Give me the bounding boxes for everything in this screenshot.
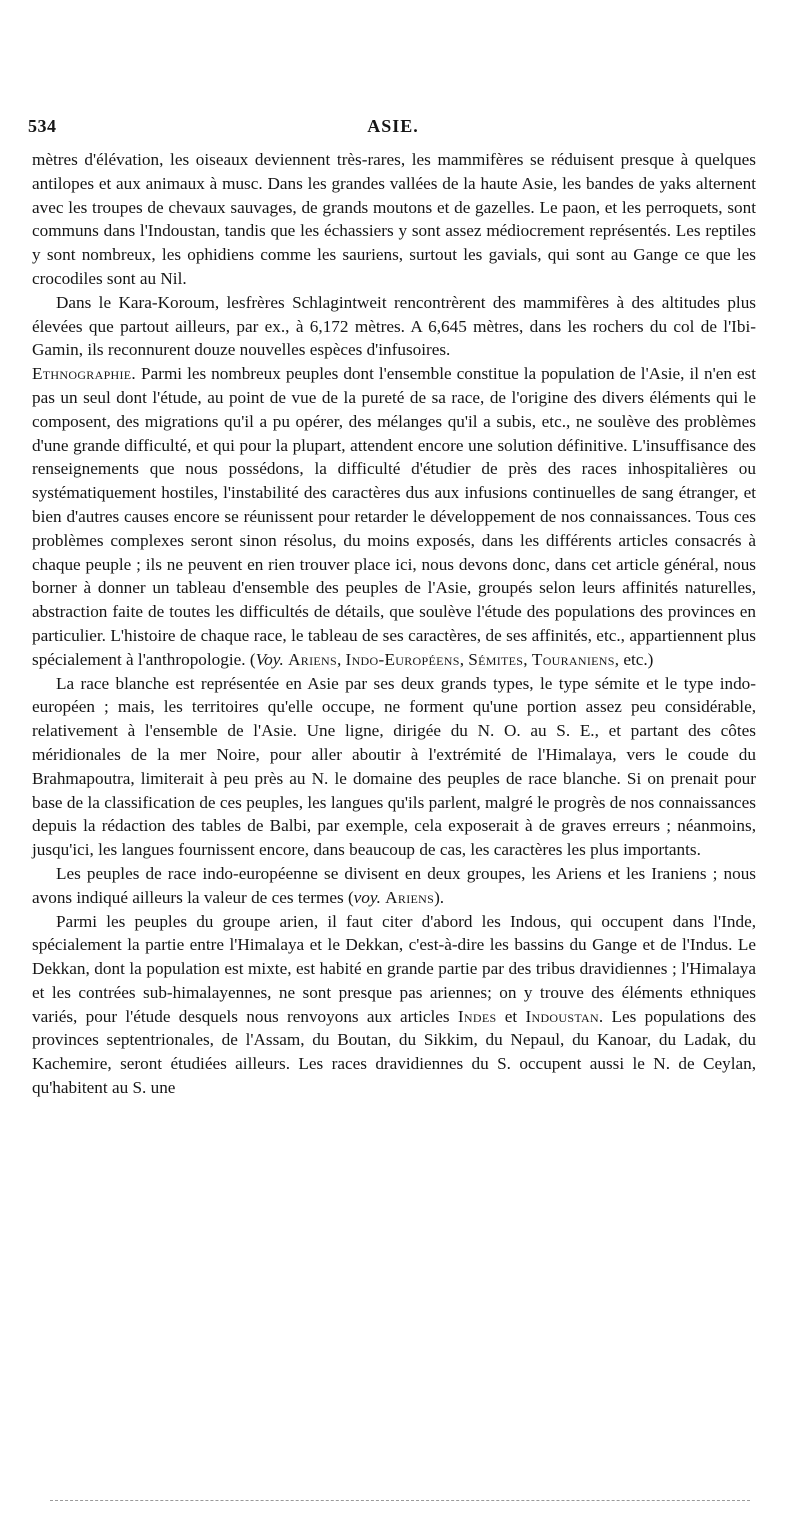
- paragraph-ethnographie: [32, 362, 756, 671]
- cross-ref-indes: Indes: [457, 1006, 497, 1026]
- conjunction: et: [496, 1006, 526, 1026]
- running-head: ASIE.: [367, 116, 419, 136]
- paragraph-groupe-arien: [32, 910, 756, 1100]
- separator: ,: [459, 649, 464, 669]
- paragraph-race-blanche: La race blanche est représentée en Asie par ses deux grands types, le type sémite et le type indo-européen ; mais, les territoires qu'elle occupe, ne forment qu'une portion assez peu considérable, relativement à l'ensemble de l'Asie. Une ligne, dirigée du N. O. au S. E., et partant des côtes méridionales de la mer Noire, pour aller aboutir à l'extrémité de l'Himalaya, vers le coude du Brahmapoutra, limiterait à peu près au N. le domaine des peuples de race blanche. Si on prenait pour base de la classification de ces peuples, les langues qu'ils parlent, malgré le progrès de nos connaissances depuis la rédaction des tables de Balbi, par exemple, cela exposerait à de graves erreurs ; néanmoins, jusqu'ici, les langues fournissent encore, dans beaucoup de cas, les caractères les plus importants.: [32, 673, 756, 860]
- ethnographie-tail: , etc.): [614, 649, 654, 669]
- cross-ref-touraniens: Touraniens: [531, 649, 615, 669]
- paragraph-fauna: mètres d'élévation, les oiseaux deviennent très-rares, les mammifères se réduisent presque à quelques antilopes et aux animaux à musc. Dans les grandes vallées de la haute Asie, les bandes de yaks alternent avec les troupes de chevaux sauvages, de grands moutons et de gazelles. Le paon, et les perroquets, sont communs dans l'Indoustan, tandis que les échassiers y sont assez médiocrement représentés. Les reptiles y sont nombreux, les ophidiens comme les sauriens, surtout les gavials, qui sont au Gange ce que les crocodiles sont au Nil.: [32, 150, 756, 288]
- page-bottom-rule: [50, 1500, 750, 1501]
- groupe-arien-tail: . Les populations des provinces septentrionales, de l'Assam, du Boutan, du Sikkim, du Nepaul, du Kanoar, du Ladak, du Kachemire, seront étudiées ailleurs. Les races dravidiennes du S. occupent aussi le N. de Ceylan, qu'habitent au S. une: [32, 1006, 757, 1098]
- separator: ,: [523, 649, 528, 669]
- section-heading-ethnographie: Ethnographie.: [32, 364, 137, 384]
- cross-ref-semites: Sémites: [468, 649, 524, 669]
- body-text: [32, 148, 756, 1100]
- cross-ref-indo-europeens: Indo-Européens: [345, 649, 460, 669]
- paragraph-indo-europeenne: [32, 862, 756, 910]
- voy-abbrev: voy.: [353, 887, 381, 907]
- page-header: [28, 116, 758, 142]
- separator: ,: [336, 649, 342, 669]
- cross-ref-ariens: Ariens: [288, 649, 337, 669]
- paragraph-kara-koroum: Dans le Kara-Koroum, lesfrères Schlagintweit rencontrèrent des mammifères à des altitudes plus élevées que partout ailleurs, par ex., à 6,172 mètres. A 6,645 mètres, dans les rochers du col de l'Ibi-Gamin, ils reconnurent douze nouvelles espèces d'infusoires.: [32, 292, 756, 360]
- page-number: 534: [28, 116, 57, 136]
- indo-europeenne-tail: ).: [434, 887, 445, 907]
- cross-ref-ariens: Ariens: [385, 887, 435, 907]
- groupe-arien-text: Parmi les peuples du groupe arien, il faut citer d'abord les Indous, qui occupent dans l'Inde, spécialement la partie entre l'Himalaya et le Dekkan, c'est-à-dire les bassins du Gange et de l'Indus. Le Dekkan, dont la population est mixte, est habité en grande partie par des tribus dravidiennes ; l'Himalaya et les contrées sub-himalayennes, ne sont presque pas ariennes; on y trouve des éléments ethniques variés, pour l'étude desquels nous renvoyons aux articles: [32, 911, 756, 1026]
- ethnographie-text: Parmi les nombreux peuples dont l'ensemble constitue la population de l'Asie, il n'en est pas un seul dont l'étude, au point de vue de la pureté de sa race, de l'origine des divers éléments qui le composent, des migrations qu'il a pu opérer, des mélanges qu'il a subis, etc., ne soulève des problèmes d'une grande difficulté, et qui pour la plupart, attendent encore une solution définitive. L'insuffisance des renseignements que nous possédons, la difficulté d'étudier de près des races inhospitalières ou systématiquement hostiles, l'instabilité des caractères dus aux infusions continuelles de sang étranger, et bien d'autres causes encore se réunissent pour retarder le développement de nos connaissances. Tous ces problèmes complexes seront sinon résolus, du moins exposés, dans les différents articles consacrés à chaque peuple ; ils ne peuvent en rien trouver place ici, nous devons donc, dans cet article général, nous borner à donner un tableau d'ensemble des peuples de l'Asie, groupés selon leurs affinités naturelles, abstraction faite de toutes les difficultés de détails, que soulève l'étude des populations des provinces en particulier. L'histoire de chaque race, le tableau de ses caractères, de ses affinités, etc., appartiennent plus spécialement à l'anthropologie. (: [32, 364, 757, 669]
- cross-ref-indoustan: Indoustan: [525, 1006, 599, 1026]
- indo-europeenne-text: Les peuples de race indo-européenne se divisent en deux groupes, les Ariens et les Iraniens ; nous avons indiqué ailleurs la valeur de ces termes (: [32, 863, 756, 907]
- voy-abbrev: Voy.: [255, 649, 284, 669]
